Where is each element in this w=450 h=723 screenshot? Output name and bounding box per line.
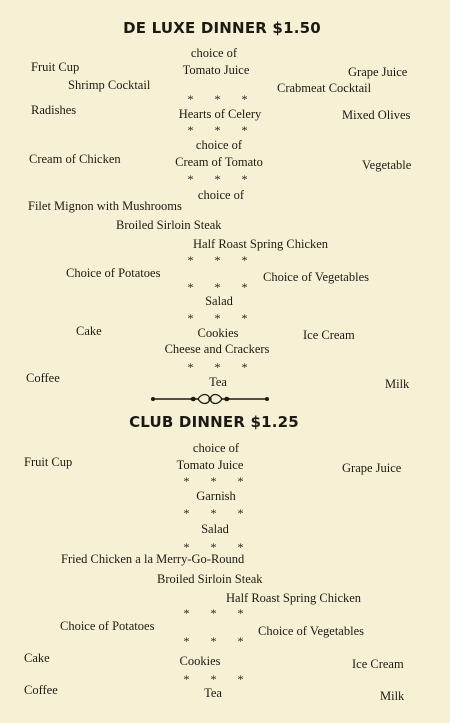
deluxe-grape-juice: Grape Juice [348,65,408,79]
deluxe-choice-of-potatoes: Choice of Potatoes [66,266,161,280]
deluxe-filet-mignon: Filet Mignon with Mushrooms [28,199,182,213]
deluxe-separator: * * * [187,253,257,267]
club-coffee: Coffee [24,683,58,697]
deluxe-separator: * * * [187,311,257,325]
deluxe-ice-cream: Ice Cream [303,328,355,342]
club-fried-chicken: Fried Chicken a la Merry-Go-Round [61,552,245,566]
deluxe-cocktail-choice: choice of [190,46,238,60]
club-salad: Salad [201,522,229,536]
club-separator: * * * [183,540,253,554]
club-separator: * * * [183,506,253,520]
deluxe-tea: Tea [209,375,227,389]
deluxe-cookies: Cookies [197,326,239,340]
deluxe-separator: * * * [187,123,257,137]
deluxe-separator: * * * [187,92,257,106]
deluxe-radishes: Radishes [31,103,77,117]
deluxe-separator: * * * [187,172,257,186]
deluxe-hearts-of-celery: Hearts of Celery [178,107,262,121]
club-choice-of-vegetables: Choice of Vegetables [258,624,364,638]
deluxe-crabmeat-cocktail: Crabmeat Cocktail [277,81,372,95]
deluxe-mixed-olives: Mixed Olives [342,108,411,122]
deluxe-sirloin-steak: Broiled Sirloin Steak [116,218,222,232]
deluxe-entree-choice: choice of [197,188,245,202]
deluxe-cheese-and-crackers: Cheese and Crackers [164,342,270,356]
deluxe-shrimp-cocktail: Shrimp Cocktail [68,78,151,92]
club-cake: Cake [24,651,50,665]
deluxe-milk: Milk [385,377,410,391]
deluxe-choice-of-vegetables: Choice of Vegetables [263,270,369,284]
deluxe-cream-of-chicken: Cream of Chicken [29,152,121,166]
deluxe-cream-of-tomato: Cream of Tomato [175,155,263,169]
club-garnish: Garnish [196,489,236,503]
ornamental-divider [150,392,270,406]
club-grape-juice: Grape Juice [342,461,402,475]
deluxe-salad: Salad [205,294,233,308]
club-ice-cream: Ice Cream [352,657,404,671]
club-cookies: Cookies [179,654,221,668]
club-tomato-juice: Tomato Juice [176,458,244,472]
deluxe-fruit-cup: Fruit Cup [31,60,80,74]
club-choice-of-potatoes: Choice of Potatoes [60,619,155,633]
club-cocktail-choice: choice of [192,441,240,455]
deluxe-coffee: Coffee [26,371,60,385]
club-sirloin-steak: Broiled Sirloin Steak [157,572,263,586]
club-milk: Milk [380,689,405,703]
deluxe-tomato-juice: Tomato Juice [182,63,250,77]
deluxe-vegetable-soup: Vegetable [362,158,412,172]
deluxe-separator: * * * [187,280,257,294]
club-separator: * * * [183,474,253,488]
club-tea: Tea [204,686,222,700]
club-separator: * * * [183,634,253,648]
club-roast-chicken: Half Roast Spring Chicken [226,591,362,605]
club-separator: * * * [183,606,253,620]
deluxe-soup-choice: choice of [195,138,243,152]
deluxe-cake: Cake [76,324,102,338]
deluxe-roast-chicken: Half Roast Spring Chicken [193,237,329,251]
deluxe-separator: * * * [187,360,257,374]
club-separator: * * * [183,672,253,686]
club-title: CLUB DINNER $1.25 [129,413,299,431]
deluxe-title: DE LUXE DINNER $1.50 [123,19,321,37]
club-fruit-cup: Fruit Cup [24,455,73,469]
